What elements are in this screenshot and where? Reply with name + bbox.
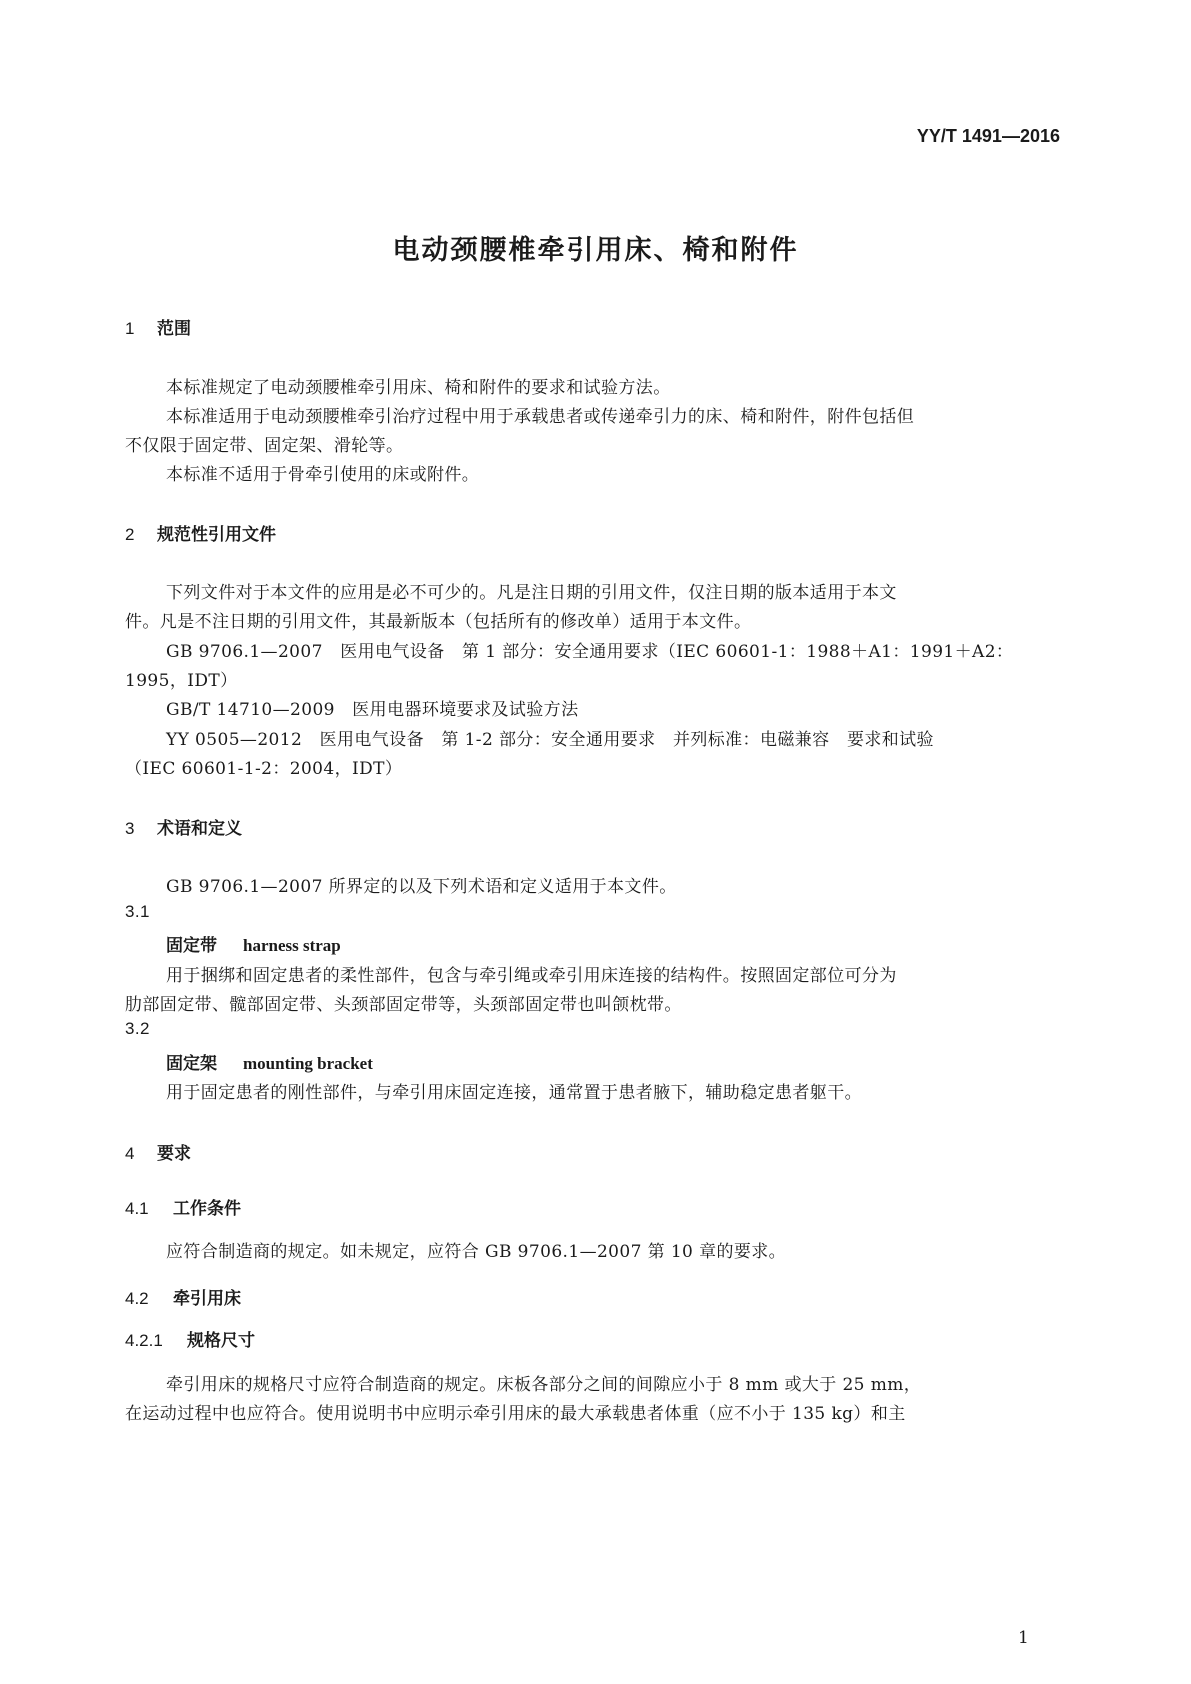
section-number: 3	[125, 819, 135, 838]
paragraph: 牵引用床的规格尺寸应符合制造商的规定。床板各部分之间的间隙应小于 8 mm 或大于 25 mm，	[166, 1375, 922, 1395]
subsection-4-2-1-heading	[125, 1326, 255, 1351]
subsection-4-1-heading	[125, 1194, 241, 1219]
subsection-number: 4.2.1	[125, 1331, 163, 1350]
subsection-4-2-heading	[125, 1284, 241, 1309]
term-chinese: 固定带	[166, 936, 217, 956]
reference-gb9706: GB 9706.1—2007 医用电气设备 第 1 部分：安全通用要求（IEC 60601-1：1988＋A1：1991＋A2：	[166, 642, 1014, 662]
term-number: 3.2	[125, 1019, 150, 1038]
subsection-number: 4.1	[125, 1199, 149, 1218]
term-definition: 用于捆绑和固定患者的柔性部件，包含与牵引绳或牵引用床连接的结构件。按照固定部位可分为	[166, 966, 897, 986]
standard-number: YY/T 1491—2016	[916, 126, 1060, 146]
subsection-number: 4.2	[125, 1289, 149, 1308]
term-definition-continued: 肋部固定带、髋部固定带、头颈部固定带等，头颈部固定带也叫颌枕带。	[125, 995, 682, 1015]
reference-continued: 1995，IDT）	[125, 671, 238, 691]
section-title: 规范性引用文件	[157, 525, 276, 545]
term-english: harness strap	[243, 936, 341, 955]
term-definition: 用于固定患者的刚性部件，与牵引用床固定连接，通常置于患者腋下，辅助稳定患者躯干。	[166, 1083, 862, 1103]
section-title: 要求	[157, 1144, 191, 1164]
section-1-heading	[125, 314, 191, 339]
section-3-heading	[125, 814, 242, 839]
document-title: 电动颈腰椎牵引用床、椅和附件	[392, 235, 799, 266]
section-title: 范围	[157, 319, 191, 339]
paragraph: 本标准不适用于骨牵引使用的床或附件。	[166, 465, 480, 485]
term-english: mounting bracket	[243, 1054, 373, 1073]
section-2-heading	[125, 520, 276, 545]
paragraph: 应符合制造商的规定。如未规定，应符合 GB 9706.1—2007 第 10 章的要求。	[166, 1242, 787, 1262]
section-number: 2	[125, 525, 135, 544]
term-entry	[166, 931, 341, 956]
section-4-heading	[125, 1139, 191, 1164]
page-number: 1	[1018, 1628, 1029, 1648]
paragraph-continued: 件。凡是不注日期的引用文件，其最新版本（包括所有的修改单）适用于本文件。	[125, 612, 752, 632]
section-number: 1	[125, 319, 135, 338]
paragraph-continued: 不仅限于固定带、固定架、滑轮等。	[125, 436, 404, 456]
paragraph: GB 9706.1—2007 所界定的以及下列术语和定义适用于本文件。	[166, 877, 677, 897]
subsection-title: 牵引用床	[173, 1289, 241, 1309]
term-number: 3.1	[125, 902, 150, 921]
subsection-title: 工作条件	[173, 1199, 241, 1219]
paragraph: 下列文件对于本文件的应用是必不可少的。凡是注日期的引用文件，仅注日期的版本适用于本文	[166, 583, 897, 603]
subsection-title: 规格尺寸	[187, 1331, 255, 1351]
term-chinese: 固定架	[166, 1054, 217, 1074]
section-title: 术语和定义	[157, 819, 242, 839]
term-entry	[166, 1049, 373, 1074]
paragraph: 本标准规定了电动颈腰椎牵引用床、椅和附件的要求和试验方法。	[166, 378, 671, 398]
paragraph: 本标准适用于电动颈腰椎牵引治疗过程中用于承载患者或传递牵引力的床、椅和附件，附件包括但	[166, 407, 915, 427]
paragraph-continued: 在运动过程中也应符合。使用说明书中应明示牵引用床的最大承载患者体重（应不小于 135 kg）和主	[125, 1404, 906, 1424]
reference-gbt14710: GB/T 14710—2009 医用电器环境要求及试验方法	[166, 700, 579, 720]
reference-continued: （IEC 60601-1-2：2004，IDT）	[125, 759, 403, 779]
reference-yy0505: YY 0505—2012 医用电气设备 第 1-2 部分：安全通用要求 并列标准：电磁兼容 要求和试验	[166, 730, 934, 750]
section-number: 4	[125, 1144, 135, 1163]
